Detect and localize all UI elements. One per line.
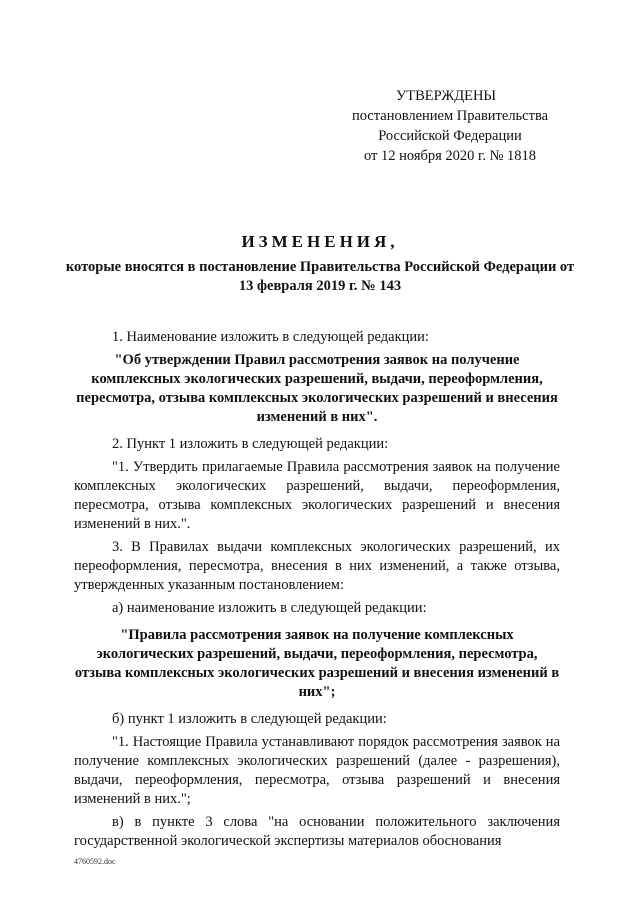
quote-3: "Правила рассмотрения заявок на получение комплексных экологических разрешений, выдачи, переоформления, пересмотра, отзыва комплексных экологических разрешений и внесения изменений в них";	[74, 627, 560, 700]
approval-line-1: постановлением Правительства	[351, 108, 549, 124]
approval-line-3: от 12 ноября 2020 г. № 1818	[363, 148, 537, 164]
item-3c: в) в пункте 3 слова "на основании положительного заключения государственной экологической экспертизы материалов обоснования	[74, 814, 560, 849]
approval-title: УТВЕРЖДЕНЫ	[396, 88, 497, 104]
item-2: 2. Пункт 1 изложить в следующей редакции:	[112, 436, 389, 452]
document-body	[74, 328, 560, 851]
approval-block	[300, 86, 600, 166]
item-1: 1. Наименование изложить в следующей редакции:	[112, 329, 429, 345]
quote-4: "1. Настоящие Правила устанавливают порядок рассмотрения заявок на получение комплексных экологических разрешений (далее - разрешения), выдачи, переоформления, пересмотра, отзыва разрешений и внесения изменений в них.";	[74, 734, 560, 807]
document-title: ИЗМЕНЕНИЯ,	[241, 232, 399, 251]
quote-2: "1. Утвердить прилагаемые Правила рассмотрения заявок на получение комплексных экологических разрешений, выдачи, переоформления, пересмотра, отзыва комплексных экологических разрешений и внесения изменений в них.".	[74, 459, 560, 532]
item-3b: б) пункт 1 изложить в следующей редакции:	[112, 711, 387, 727]
approval-line-2: Российской Федерации	[378, 128, 522, 144]
item-3: 3. В Правилах выдачи комплексных экологических разрешений, их переоформления, пересмотра, внесения в них изменений, а также отзыва, утвержденных указанным постановлением:	[74, 539, 560, 593]
quote-1: "Об утверждении Правил рассмотрения заявок на получение комплексных экологических разрешений, выдачи, переоформления, пересмотра, отзыва комплексных экологических разрешений и внесения изменений в них".	[76, 352, 558, 425]
document-id: 4760592.doc	[74, 857, 116, 866]
item-3a: а) наименование изложить в следующей редакции:	[112, 600, 427, 616]
document-subtitle: которые вносятся в постановление Правительства Российской Федерации от 13 февраля 2019 г. № 143	[65, 259, 575, 294]
